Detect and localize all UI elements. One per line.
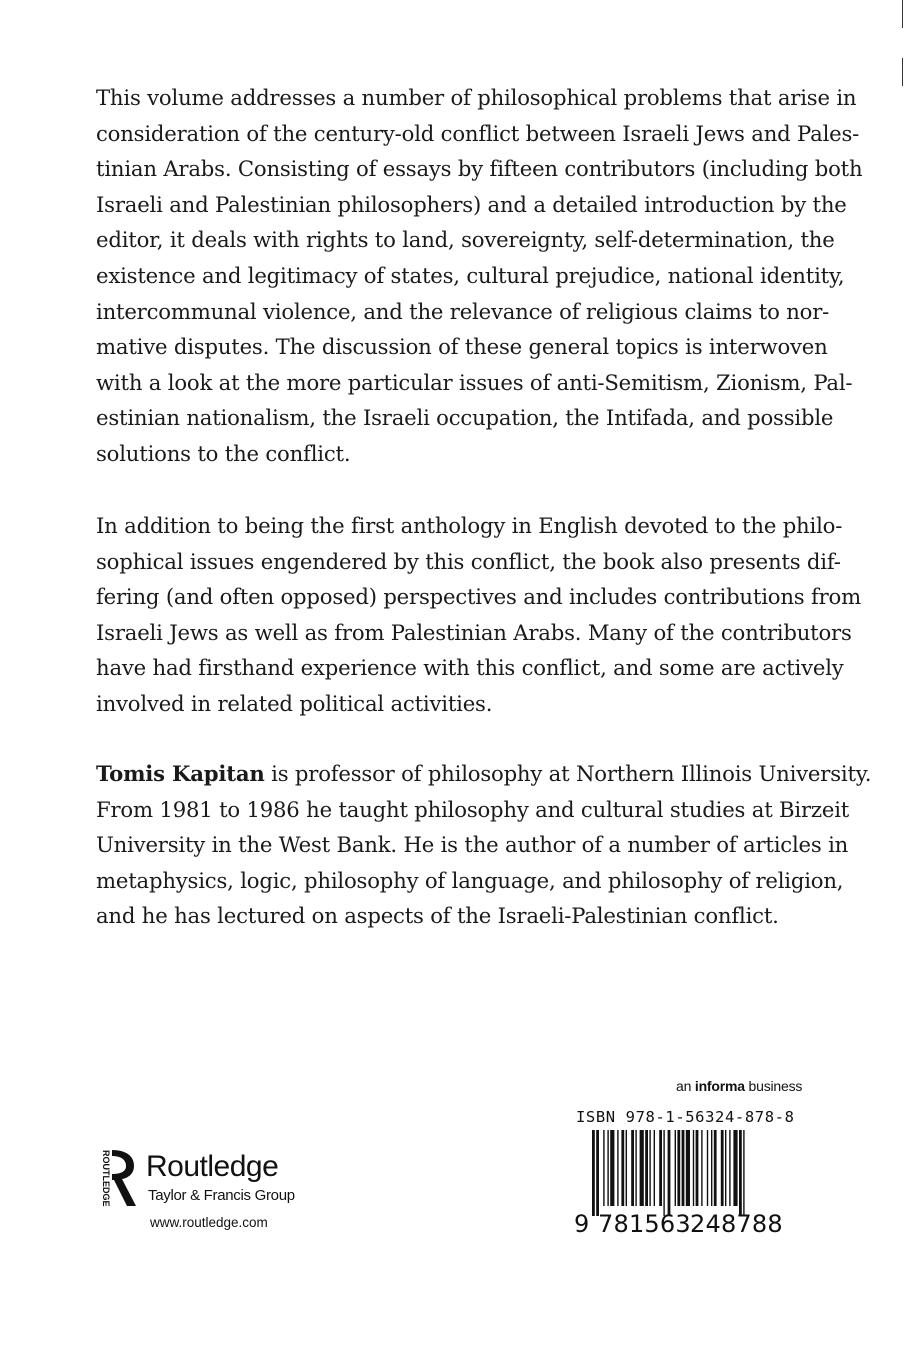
blurb-paragraph-1-line: Israeli and Palestinian philosophers) and a detailed introduction by the: [96, 191, 847, 217]
informa-suffix: business: [744, 1078, 803, 1094]
barcode-bar: [654, 1130, 655, 1206]
blurb-paragraph-2-line: sophical issues engendered by this conflict, the book also presents dif-: [96, 548, 841, 574]
barcode-left-digits: 781563: [598, 1210, 691, 1238]
blurb-paragraph-1-line: editor, it deals with rights to land, sovereignty, self-determination, the: [96, 227, 835, 253]
author-bio-line: and he has lectured on aspects of the Israeli-Palestinian conflict.: [96, 903, 779, 929]
informa-word: informa: [694, 1078, 745, 1094]
barcode-bar: [663, 1130, 664, 1216]
logo-vertical-text: ROUTLEDGE: [101, 1150, 111, 1207]
barcode-bar: [621, 1130, 624, 1206]
page-edge-mark-top: [902, 0, 903, 28]
blurb-paragraph-2-line: In addition to being the first anthology in English devoted to the philo-: [96, 513, 843, 538]
barcode-bar: [729, 1130, 730, 1206]
barcode-bar: [693, 1130, 694, 1206]
page-edge-mark-middle: [902, 58, 903, 86]
barcode-bar: [635, 1130, 636, 1206]
author-bio-first-line-rest: is professor of philosophy at Northern Illinois University.: [264, 761, 872, 786]
isbn-label: ISBN 978-1-56324-878-8: [576, 1108, 795, 1126]
blurb-paragraph-1-line: This volume addresses a number of philosophical problems that arise in: [96, 85, 857, 110]
barcode-bar: [607, 1130, 608, 1206]
blurb-paragraph-2: [96, 508, 861, 722]
publisher-url: www.routledge.com: [150, 1215, 268, 1230]
informa-prefix: an: [676, 1078, 695, 1094]
blurb-paragraph-1-line: estinian nationalism, the Israeli occupation, the Intifada, and possible: [96, 405, 834, 431]
blurb-paragraph-2-line: fering (and often opposed) perspectives and includes contributions from: [96, 584, 861, 610]
routledge-logo-icon: [96, 1148, 144, 1208]
author-bio-line: From 1981 to 1986 he taught philosophy and cultural studies at Birzeit: [96, 796, 850, 822]
blurb-paragraph-2-line: involved in related political activities.: [96, 690, 493, 716]
barcode-bar: [677, 1130, 680, 1206]
blurb-paragraph-1-line: intercommunal violence, and the relevance of religious claims to nor-: [96, 298, 830, 324]
barcode-bar: [626, 1130, 627, 1206]
barcode-bar: [707, 1130, 708, 1206]
barcode-bar: [603, 1130, 604, 1206]
blurb-paragraph-1: [96, 80, 863, 472]
barcode-bar: [592, 1130, 595, 1216]
author-bio-first-line: [96, 756, 872, 792]
barcode-bar: [596, 1130, 599, 1216]
barcode-bar: [696, 1130, 699, 1206]
blurb-paragraph-1-line: mative disputes. The discussion of these general topics is interwoven: [96, 334, 828, 360]
author-name: Tomis Kapitan: [96, 761, 265, 786]
barcode-bar: [733, 1130, 737, 1206]
blurb-paragraph-1-line: existence and legitimacy of states, cultural prejudice, national identity,: [96, 262, 845, 288]
barcode-bar: [659, 1130, 662, 1206]
publisher-group: Taylor & Francis Group: [148, 1187, 295, 1204]
barcode-bar: [682, 1130, 685, 1206]
barcode-bar: [701, 1130, 702, 1206]
author-bio-line: metaphysics, logic, philosophy of language, and philosophy of religion,: [96, 867, 844, 893]
blurb-paragraph-1-line: solutions to the conflict.: [96, 440, 351, 466]
barcode-bar: [610, 1130, 614, 1206]
barcode-bar: [739, 1130, 742, 1216]
barcode-first-digit: 9: [574, 1210, 590, 1238]
publisher-name: Routledge: [146, 1150, 279, 1183]
blurb-paragraph-1-line: with a look at the more particular issues of anti-Semitism, Zionism, Pal-: [96, 369, 853, 395]
barcode-bar: [743, 1130, 744, 1216]
blurb-paragraph-2-line: have had firsthand experience with this conflict, and some are actively: [96, 655, 844, 681]
barcode-icon: [592, 1130, 778, 1216]
blurb-paragraph-1-line: consideration of the century-old conflict between Israeli Jews and Pales-: [96, 120, 860, 146]
barcode-bar: [686, 1130, 690, 1206]
author-bio-line: University in the West Bank. He is the author of a number of articles in: [96, 832, 849, 858]
blurb-paragraph-1-line: tinian Arabs. Consisting of essays by fifteen contributors (including both: [96, 156, 863, 182]
barcode-right-digits: 248788: [690, 1210, 783, 1238]
barcode-bar: [675, 1130, 676, 1206]
barcode-bar: [617, 1130, 618, 1206]
barcode-bar: [640, 1130, 644, 1206]
barcode-bar: [645, 1130, 648, 1206]
informa-business-tag: [676, 1078, 802, 1094]
barcode-bar: [668, 1130, 671, 1216]
blurb-paragraph-2-line: Israeli Jews as well as from Palestinian Arabs. Many of the contributors: [96, 619, 852, 645]
barcode-bar: [631, 1130, 634, 1206]
author-bio-paragraph: [96, 756, 872, 934]
barcode-bar: [711, 1130, 712, 1206]
barcode-bar: [725, 1130, 726, 1206]
barcode-bar: [721, 1130, 724, 1206]
barcode-bar: [714, 1130, 717, 1206]
barcode-bar: [649, 1130, 650, 1206]
